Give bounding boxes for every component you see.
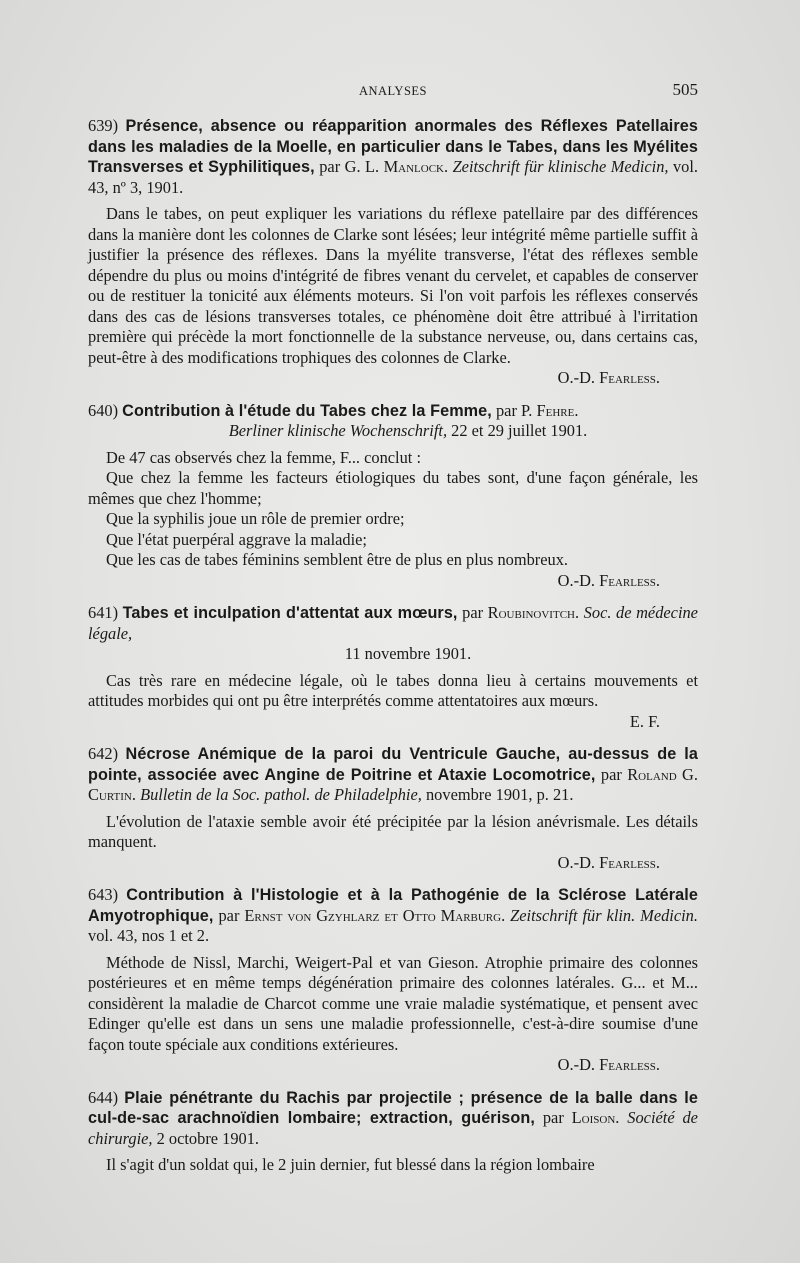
article-body: L'évolution de l'ataxie semble avoir été précipitée par la lésion anévrismale. Les détails manquent. [88, 811, 698, 851]
running-title: ANALYSES [358, 84, 428, 98]
article-author: Roland G. Curtin. [88, 764, 698, 804]
article-639 [88, 116, 698, 389]
page-header [88, 80, 698, 102]
article-heading [88, 885, 698, 947]
article-642 [88, 744, 698, 873]
article-body: Il s'agit d'un soldat qui, le 2 juin dernier, fut blessé dans la région lombaire [106, 1155, 595, 1174]
article-author: Fehre. [536, 400, 579, 420]
article-heading [88, 744, 698, 806]
article-title: Nécrose Anémique de la paroi du Ventricule Gauche, au-dessus de la pointe, associée avec Angine de Poitrine et Ataxie Locomotrice, [88, 745, 698, 784]
article-source: Bulletin de la Soc. pathol. de Philadelphie, [140, 785, 422, 804]
article-ref: 11 novembre 1901. [344, 644, 472, 663]
article-644 [88, 1088, 698, 1176]
article-source: Société de chirurgie, [88, 1108, 698, 1148]
article-title: Tabes et inculpation d'attentat aux mœurs, [122, 604, 458, 622]
page-number: 505 [672, 80, 698, 99]
article-heading [88, 603, 698, 644]
signature-name: Fearless. [599, 1055, 660, 1074]
article-by: par [600, 764, 622, 784]
article-title: Contribution à l'étude du Tabes chez la Femme, [122, 401, 492, 420]
body-line: Que les cas de tabes féminins semblent être de plus en plus nombreux. [106, 550, 569, 569]
article-number: 644) [88, 1087, 119, 1107]
article-body [88, 448, 698, 571]
article-by: par G. L. [319, 157, 380, 176]
body-line: De 47 cas observés chez la femme, F... conclut : [106, 447, 422, 467]
body-line: Que l'état puerpéral aggrave la maladie; [106, 529, 367, 549]
article-number: 641) [88, 603, 119, 622]
signature-name: Fearless. [599, 570, 660, 590]
signature-name: Fearless. [599, 852, 660, 872]
signature-initials: O.-D. [557, 1055, 595, 1074]
article-640 [88, 401, 698, 592]
signature-initials: O.-D. [557, 852, 595, 872]
article-ref: vol. 43, nos 1 et 2. [88, 926, 210, 945]
article-source: Berliner klinische Wochenschrift, [228, 421, 448, 440]
article-by: par P. [495, 400, 533, 420]
article-heading [88, 1088, 698, 1150]
article-body: Dans le tabes, on peut expliquer les variations du réflexe patellaire par des différences dans la manière dont les colonnes de Clarke sont lésées; leur intégrité même partielle suffit à justifier la présence des réflexes. Dans la myélite transverse, l'état des réflexes semble dépendre du plus ou moins d'intégrité de fibres venant du cervelet, et capables de conserver ou de restituer la tonicité aux éléments moteurs. Si l'on voit parfois les réflexes conservés dans des cas de lésions transverses totales, ce phénomène doit être attribué à l'irritation première qui précède la mort fonctionnelle de la substance nerveuse, ou, dans certains cas, peut-être à des modifications trophiques des colonnes de Clarke. [88, 204, 698, 367]
article-643 [88, 885, 698, 1076]
article-body: Méthode de Nissl, Marchi, Weigert-Pal et van Gieson. Atrophie primaire des colonnes postérieures et en même temps dégénération primaire des colonnes latérales. G... et M... considèrent la maladie de Charcot comme une vraie maladie systématique, et pensent avec Edinger qu'elle est dans un sens une maladie professionnelle, c'est-à-dire soumise d'une façon toute spéciale aux conditions extérieures. [88, 952, 698, 1054]
article-by: par [218, 905, 240, 925]
article-body: Cas très rare en médecine légale, où le tabes donna lieu à certains mouvements et attitudes morbides qui ont pu être interprétés comme attentatoires aux mœurs. [88, 670, 698, 710]
article-heading [88, 116, 698, 198]
article-source: Soc. de médecine légale, [88, 603, 698, 643]
article-author: Roubinovitch. [487, 603, 580, 622]
article-source: Zeitschrift für klin. Medicin. [510, 905, 698, 925]
article-heading [88, 401, 698, 422]
article-title: Présence, absence ou réapparition anormales des Réflexes Patellaires dans les maladies de la Moelle, en particulier dans le Tabes, dans les Myélites Transverses et Syphilitiques, [88, 117, 698, 176]
signature-initials: O.-D. [557, 570, 595, 590]
signature-initials: O.-D. [557, 368, 595, 387]
article-641 [88, 603, 698, 732]
article-author: Ernst von Gzyhlarz et Otto Marburg. [244, 905, 506, 925]
signature-name: Fearless. [599, 368, 660, 387]
article-signature: E. F. [629, 711, 660, 731]
article-author: Loison. [571, 1108, 620, 1127]
body-line: Que la syphilis joue un rôle de premier ordre; [106, 509, 405, 528]
body-line: Que chez la femme les facteurs étiologiques du tabes sont, d'une façon générale, les mêmes que chez l'homme; [88, 468, 698, 508]
article-source-line [88, 644, 698, 665]
article-source-line [88, 421, 698, 442]
article-number: 643) [88, 885, 119, 904]
page-content [88, 116, 698, 1188]
article-author: Manlock. [383, 157, 449, 176]
article-by: par [462, 603, 484, 622]
article-source: Zeitschrift für klinische Medicin, [452, 157, 669, 176]
article-title: Plaie pénétrante du Rachis par projectile ; présence de la balle dans le cul-de-sac arachnoïdien lombaire; extraction, guérison, [88, 1088, 698, 1127]
article-number: 639) [88, 116, 119, 135]
article-ref: novembre 1901, p. 21. [425, 785, 574, 804]
article-signature [88, 1055, 698, 1076]
article-ref: 2 octobre 1901. [156, 1128, 260, 1148]
article-signature [88, 571, 698, 592]
article-number: 640) [88, 400, 119, 420]
article-by: par [542, 1108, 564, 1127]
article-ref: vol. 43, nº 3, 1901. [88, 157, 699, 197]
article-ref: 22 et 29 juillet 1901. [451, 421, 588, 440]
article-title: Contribution à l'Histologie et à la Pathogénie de la Sclérose Latérale Amyotrophique, [88, 886, 698, 925]
article-signature [88, 368, 698, 389]
article-number: 642) [88, 744, 119, 763]
article-signature [88, 853, 698, 874]
